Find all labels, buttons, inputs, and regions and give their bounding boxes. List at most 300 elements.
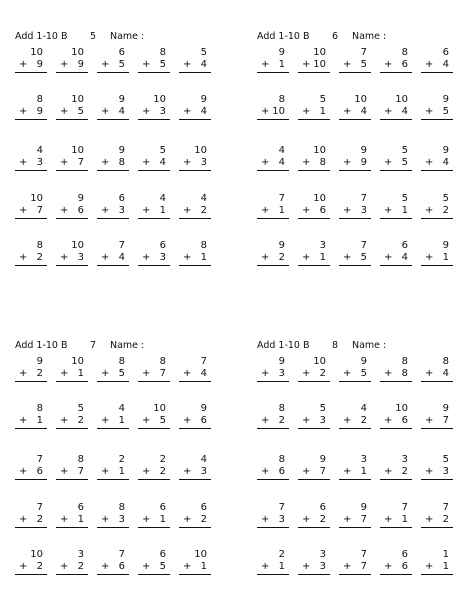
answer-line bbox=[56, 574, 88, 575]
plus-sign: + bbox=[60, 415, 69, 426]
bottom-addend: 6 bbox=[401, 561, 408, 572]
addition-problem bbox=[257, 145, 289, 181]
answer-line bbox=[298, 170, 330, 171]
plus-sign: + bbox=[384, 561, 393, 572]
top-addend: 4 bbox=[159, 193, 166, 204]
bottom-line bbox=[138, 252, 170, 264]
addition-problem bbox=[138, 549, 170, 585]
addition-problem bbox=[56, 454, 88, 490]
answer-line bbox=[257, 381, 289, 382]
bottom-line bbox=[56, 466, 88, 478]
plus-sign: + bbox=[302, 415, 311, 426]
top-addend: 10 bbox=[30, 549, 43, 560]
worksheet-header bbox=[15, 30, 225, 44]
bottom-line bbox=[56, 59, 88, 71]
addition-problem bbox=[339, 403, 371, 439]
plus-sign: + bbox=[302, 368, 311, 379]
bottom-addend: 7 bbox=[77, 466, 84, 477]
top-addend: 10 bbox=[71, 356, 84, 367]
top-addend: 7 bbox=[442, 502, 449, 513]
answer-line bbox=[339, 218, 371, 219]
addition-problem bbox=[56, 94, 88, 130]
bottom-addend: 5 bbox=[118, 59, 125, 70]
bottom-line bbox=[56, 561, 88, 573]
answer-line bbox=[97, 170, 129, 171]
addition-problem bbox=[15, 193, 47, 229]
worksheet-title: Add 1-10 B bbox=[257, 340, 310, 351]
top-addend: 7 bbox=[360, 240, 367, 251]
bottom-line bbox=[56, 415, 88, 427]
plus-sign: + bbox=[101, 205, 110, 216]
worksheet-header bbox=[257, 339, 467, 353]
addition-problem bbox=[138, 502, 170, 538]
worksheet-title: Add 1-10 B bbox=[257, 31, 310, 42]
plus-sign: + bbox=[101, 106, 110, 117]
bottom-addend: 6 bbox=[401, 59, 408, 70]
plus-sign: + bbox=[384, 59, 393, 70]
bottom-line bbox=[421, 157, 453, 169]
top-addend: 9 bbox=[442, 240, 449, 251]
addition-problem bbox=[257, 549, 289, 585]
plus-sign: + bbox=[142, 415, 151, 426]
bottom-line bbox=[179, 205, 211, 217]
addition-problem bbox=[179, 193, 211, 229]
top-addend: 10 bbox=[71, 240, 84, 251]
bottom-line bbox=[15, 415, 47, 427]
bottom-addend: 6 bbox=[200, 415, 207, 426]
plus-sign: + bbox=[19, 205, 28, 216]
bottom-line bbox=[298, 561, 330, 573]
addition-problem bbox=[56, 549, 88, 585]
addition-problem bbox=[339, 356, 371, 392]
plus-sign: + bbox=[101, 561, 110, 572]
answer-line bbox=[421, 527, 453, 528]
top-addend: 6 bbox=[442, 47, 449, 58]
plus-sign: + bbox=[261, 157, 270, 168]
top-addend: 9 bbox=[442, 145, 449, 156]
plus-sign: + bbox=[19, 106, 28, 117]
top-addend: 8 bbox=[401, 356, 408, 367]
top-addend: 10 bbox=[153, 403, 166, 414]
plus-sign: + bbox=[183, 252, 192, 263]
plus-sign: + bbox=[142, 59, 151, 70]
top-addend: 3 bbox=[319, 240, 326, 251]
addition-problem bbox=[380, 502, 412, 538]
bottom-line bbox=[15, 368, 47, 380]
answer-line bbox=[298, 265, 330, 266]
top-addend: 9 bbox=[360, 145, 367, 156]
bottom-line bbox=[257, 59, 289, 71]
plus-sign: + bbox=[101, 368, 110, 379]
top-addend: 5 bbox=[159, 145, 166, 156]
plus-sign: + bbox=[343, 205, 352, 216]
answer-line bbox=[339, 265, 371, 266]
bottom-line bbox=[97, 368, 129, 380]
answer-line bbox=[56, 381, 88, 382]
answer-line bbox=[380, 574, 412, 575]
worksheet-number: 5 bbox=[90, 31, 97, 42]
bottom-line bbox=[56, 252, 88, 264]
top-addend: 10 bbox=[354, 94, 367, 105]
bottom-addend: 4 bbox=[200, 106, 207, 117]
answer-line bbox=[298, 527, 330, 528]
worksheet-number: 7 bbox=[90, 340, 97, 351]
plus-sign: + bbox=[261, 368, 270, 379]
bottom-line bbox=[257, 157, 289, 169]
addition-problem bbox=[380, 356, 412, 392]
top-addend: 10 bbox=[395, 94, 408, 105]
addition-problem bbox=[339, 549, 371, 585]
addition-problem bbox=[298, 193, 330, 229]
bottom-addend: 1 bbox=[278, 205, 285, 216]
bottom-line bbox=[339, 205, 371, 217]
name-label: Name : bbox=[352, 340, 387, 351]
top-addend: 4 bbox=[200, 454, 207, 465]
bottom-line bbox=[380, 59, 412, 71]
addition-problem bbox=[15, 403, 47, 439]
plus-sign: + bbox=[384, 368, 393, 379]
bottom-line bbox=[339, 514, 371, 526]
top-addend: 3 bbox=[77, 549, 84, 560]
bottom-line bbox=[179, 415, 211, 427]
top-addend: 2 bbox=[278, 549, 285, 560]
bottom-addend: 2 bbox=[278, 415, 285, 426]
top-addend: 7 bbox=[401, 502, 408, 513]
answer-line bbox=[257, 218, 289, 219]
bottom-line bbox=[138, 514, 170, 526]
answer-line bbox=[339, 381, 371, 382]
top-addend: 7 bbox=[278, 193, 285, 204]
plus-sign: + bbox=[261, 205, 270, 216]
top-addend: 10 bbox=[395, 403, 408, 414]
top-addend: 8 bbox=[278, 403, 285, 414]
top-addend: 8 bbox=[442, 356, 449, 367]
answer-line bbox=[179, 265, 211, 266]
top-addend: 10 bbox=[313, 356, 326, 367]
bottom-line bbox=[421, 466, 453, 478]
addition-problem bbox=[380, 94, 412, 130]
addition-problem bbox=[97, 240, 129, 276]
bottom-addend: 4 bbox=[200, 368, 207, 379]
top-addend: 9 bbox=[77, 193, 84, 204]
bottom-addend: 10 bbox=[313, 59, 326, 70]
plus-sign: + bbox=[261, 466, 270, 477]
addition-problem bbox=[179, 549, 211, 585]
answer-line bbox=[339, 72, 371, 73]
top-addend: 8 bbox=[36, 94, 43, 105]
addition-problem bbox=[298, 502, 330, 538]
bottom-addend: 5 bbox=[360, 252, 367, 263]
top-addend: 5 bbox=[442, 454, 449, 465]
bottom-line bbox=[380, 106, 412, 118]
bottom-line bbox=[97, 514, 129, 526]
addition-problem bbox=[339, 47, 371, 83]
addition-problem bbox=[298, 403, 330, 439]
bottom-line bbox=[380, 561, 412, 573]
answer-line bbox=[56, 119, 88, 120]
top-addend: 7 bbox=[278, 502, 285, 513]
answer-line bbox=[257, 72, 289, 73]
bottom-addend: 3 bbox=[200, 157, 207, 168]
bottom-addend: 4 bbox=[442, 157, 449, 168]
answer-line bbox=[380, 119, 412, 120]
answer-line bbox=[380, 381, 412, 382]
bottom-line bbox=[257, 514, 289, 526]
bottom-addend: 6 bbox=[36, 466, 43, 477]
top-addend: 4 bbox=[360, 403, 367, 414]
bottom-addend: 6 bbox=[278, 466, 285, 477]
plus-sign: + bbox=[261, 514, 270, 525]
bottom-addend: 5 bbox=[360, 368, 367, 379]
top-addend: 5 bbox=[77, 403, 84, 414]
bottom-line bbox=[421, 368, 453, 380]
bottom-addend: 3 bbox=[360, 205, 367, 216]
top-addend: 5 bbox=[200, 47, 207, 58]
bottom-line bbox=[298, 514, 330, 526]
bottom-line bbox=[380, 415, 412, 427]
top-addend: 6 bbox=[118, 47, 125, 58]
bottom-addend: 7 bbox=[36, 205, 43, 216]
worksheet-title: Add 1-10 B bbox=[15, 340, 68, 351]
bottom-addend: 1 bbox=[278, 561, 285, 572]
bottom-line bbox=[15, 561, 47, 573]
answer-line bbox=[97, 479, 129, 480]
addition-problem bbox=[380, 145, 412, 181]
bottom-addend: 1 bbox=[200, 561, 207, 572]
plus-sign: + bbox=[101, 415, 110, 426]
bottom-addend: 5 bbox=[360, 59, 367, 70]
top-addend: 9 bbox=[442, 403, 449, 414]
top-addend: 3 bbox=[401, 454, 408, 465]
worksheet-title: Add 1-10 B bbox=[15, 31, 68, 42]
bottom-line bbox=[257, 368, 289, 380]
plus-sign: + bbox=[425, 514, 434, 525]
addition-problem bbox=[56, 193, 88, 229]
top-addend: 10 bbox=[71, 47, 84, 58]
worksheet-number: 6 bbox=[332, 31, 339, 42]
addition-problem bbox=[56, 47, 88, 83]
bottom-addend: 2 bbox=[278, 252, 285, 263]
bottom-addend: 1 bbox=[77, 514, 84, 525]
top-addend: 6 bbox=[401, 549, 408, 560]
answer-line bbox=[15, 381, 47, 382]
top-addend: 8 bbox=[278, 94, 285, 105]
bottom-line bbox=[421, 252, 453, 264]
top-addend: 5 bbox=[319, 403, 326, 414]
bottom-addend: 2 bbox=[36, 368, 43, 379]
plus-sign: + bbox=[183, 205, 192, 216]
addition-problem bbox=[421, 240, 453, 276]
plus-sign: + bbox=[302, 157, 311, 168]
answer-line bbox=[138, 265, 170, 266]
bottom-addend: 3 bbox=[77, 252, 84, 263]
bottom-addend: 4 bbox=[118, 106, 125, 117]
addition-problem bbox=[298, 454, 330, 490]
bottom-line bbox=[97, 561, 129, 573]
bottom-line bbox=[257, 252, 289, 264]
bottom-addend: 9 bbox=[36, 59, 43, 70]
answer-line bbox=[138, 479, 170, 480]
bottom-addend: 1 bbox=[200, 252, 207, 263]
plus-sign: + bbox=[183, 59, 192, 70]
bottom-line bbox=[257, 561, 289, 573]
answer-line bbox=[257, 119, 289, 120]
addition-problem bbox=[179, 94, 211, 130]
top-addend: 7 bbox=[360, 193, 367, 204]
plus-sign: + bbox=[425, 252, 434, 263]
bottom-line bbox=[15, 466, 47, 478]
top-addend: 8 bbox=[159, 356, 166, 367]
addition-problem bbox=[138, 403, 170, 439]
addition-problem bbox=[421, 403, 453, 439]
plus-sign: + bbox=[101, 514, 110, 525]
top-addend: 9 bbox=[200, 403, 207, 414]
plus-sign: + bbox=[343, 514, 352, 525]
bottom-line bbox=[138, 466, 170, 478]
answer-line bbox=[421, 265, 453, 266]
addition-problem bbox=[257, 454, 289, 490]
worksheet-number: 8 bbox=[332, 340, 339, 351]
top-addend: 9 bbox=[360, 502, 367, 513]
bottom-line bbox=[380, 205, 412, 217]
worksheet-header bbox=[15, 339, 225, 353]
top-addend: 8 bbox=[118, 502, 125, 513]
bottom-addend: 1 bbox=[278, 59, 285, 70]
bottom-addend: 2 bbox=[36, 514, 43, 525]
bottom-addend: 7 bbox=[159, 368, 166, 379]
bottom-line bbox=[56, 368, 88, 380]
bottom-addend: 5 bbox=[401, 157, 408, 168]
bottom-line bbox=[56, 514, 88, 526]
addition-problem bbox=[179, 454, 211, 490]
answer-line bbox=[339, 574, 371, 575]
bottom-addend: 4 bbox=[360, 106, 367, 117]
addition-problem bbox=[138, 47, 170, 83]
bottom-addend: 4 bbox=[401, 252, 408, 263]
addition-problem bbox=[179, 240, 211, 276]
addition-problem bbox=[298, 94, 330, 130]
answer-line bbox=[380, 527, 412, 528]
worksheet-section bbox=[257, 30, 467, 280]
bottom-addend: 2 bbox=[319, 514, 326, 525]
bottom-line bbox=[179, 106, 211, 118]
plus-sign: + bbox=[183, 415, 192, 426]
bottom-addend: 9 bbox=[360, 157, 367, 168]
answer-line bbox=[179, 119, 211, 120]
answer-line bbox=[380, 428, 412, 429]
answer-line bbox=[257, 479, 289, 480]
plus-sign: + bbox=[261, 106, 270, 117]
top-addend: 6 bbox=[118, 193, 125, 204]
plus-sign: + bbox=[343, 415, 352, 426]
answer-line bbox=[179, 170, 211, 171]
bottom-line bbox=[421, 106, 453, 118]
answer-line bbox=[15, 170, 47, 171]
top-addend: 6 bbox=[159, 240, 166, 251]
plus-sign: + bbox=[343, 466, 352, 477]
top-addend: 9 bbox=[319, 454, 326, 465]
worksheet-section bbox=[15, 30, 225, 280]
bottom-addend: 8 bbox=[118, 157, 125, 168]
answer-line bbox=[179, 527, 211, 528]
plus-sign: + bbox=[384, 415, 393, 426]
addition-problem bbox=[339, 94, 371, 130]
answer-line bbox=[56, 527, 88, 528]
top-addend: 4 bbox=[278, 145, 285, 156]
bottom-addend: 6 bbox=[118, 561, 125, 572]
plus-sign: + bbox=[183, 106, 192, 117]
bottom-addend: 5 bbox=[159, 561, 166, 572]
answer-line bbox=[380, 218, 412, 219]
addition-problem bbox=[421, 193, 453, 229]
plus-sign: + bbox=[60, 466, 69, 477]
top-addend: 6 bbox=[159, 502, 166, 513]
addition-problem bbox=[380, 549, 412, 585]
bottom-addend: 3 bbox=[36, 157, 43, 168]
bottom-addend: 3 bbox=[319, 561, 326, 572]
top-addend: 9 bbox=[118, 94, 125, 105]
bottom-line bbox=[179, 59, 211, 71]
bottom-line bbox=[138, 157, 170, 169]
top-addend: 9 bbox=[200, 94, 207, 105]
name-label: Name : bbox=[110, 31, 145, 42]
bottom-line bbox=[97, 106, 129, 118]
bottom-line bbox=[421, 59, 453, 71]
bottom-addend: 2 bbox=[401, 466, 408, 477]
plus-sign: + bbox=[425, 561, 434, 572]
bottom-line bbox=[56, 106, 88, 118]
addition-problem bbox=[380, 240, 412, 276]
addition-problem bbox=[421, 94, 453, 130]
bottom-line bbox=[339, 561, 371, 573]
bottom-addend: 2 bbox=[319, 368, 326, 379]
bottom-line bbox=[138, 205, 170, 217]
plus-sign: + bbox=[302, 466, 311, 477]
answer-line bbox=[97, 218, 129, 219]
answer-line bbox=[97, 527, 129, 528]
plus-sign: + bbox=[101, 252, 110, 263]
top-addend: 8 bbox=[77, 454, 84, 465]
bottom-addend: 1 bbox=[401, 514, 408, 525]
bottom-line bbox=[56, 205, 88, 217]
addition-problem bbox=[380, 403, 412, 439]
answer-line bbox=[339, 479, 371, 480]
addition-problem bbox=[257, 502, 289, 538]
bottom-line bbox=[15, 157, 47, 169]
addition-problem bbox=[298, 145, 330, 181]
plus-sign: + bbox=[183, 514, 192, 525]
answer-line bbox=[15, 428, 47, 429]
bottom-addend: 5 bbox=[77, 106, 84, 117]
bottom-line bbox=[298, 157, 330, 169]
plus-sign: + bbox=[261, 59, 270, 70]
plus-sign: + bbox=[142, 466, 151, 477]
addition-problem bbox=[339, 193, 371, 229]
plus-sign: + bbox=[261, 252, 270, 263]
worksheet-section bbox=[257, 339, 467, 589]
top-addend: 9 bbox=[442, 94, 449, 105]
plus-sign: + bbox=[425, 106, 434, 117]
answer-line bbox=[56, 479, 88, 480]
name-label: Name : bbox=[352, 31, 387, 42]
plus-sign: + bbox=[261, 415, 270, 426]
top-addend: 8 bbox=[200, 240, 207, 251]
answer-line bbox=[421, 428, 453, 429]
bottom-line bbox=[15, 205, 47, 217]
bottom-line bbox=[179, 368, 211, 380]
plus-sign: + bbox=[425, 466, 434, 477]
bottom-addend: 4 bbox=[442, 368, 449, 379]
